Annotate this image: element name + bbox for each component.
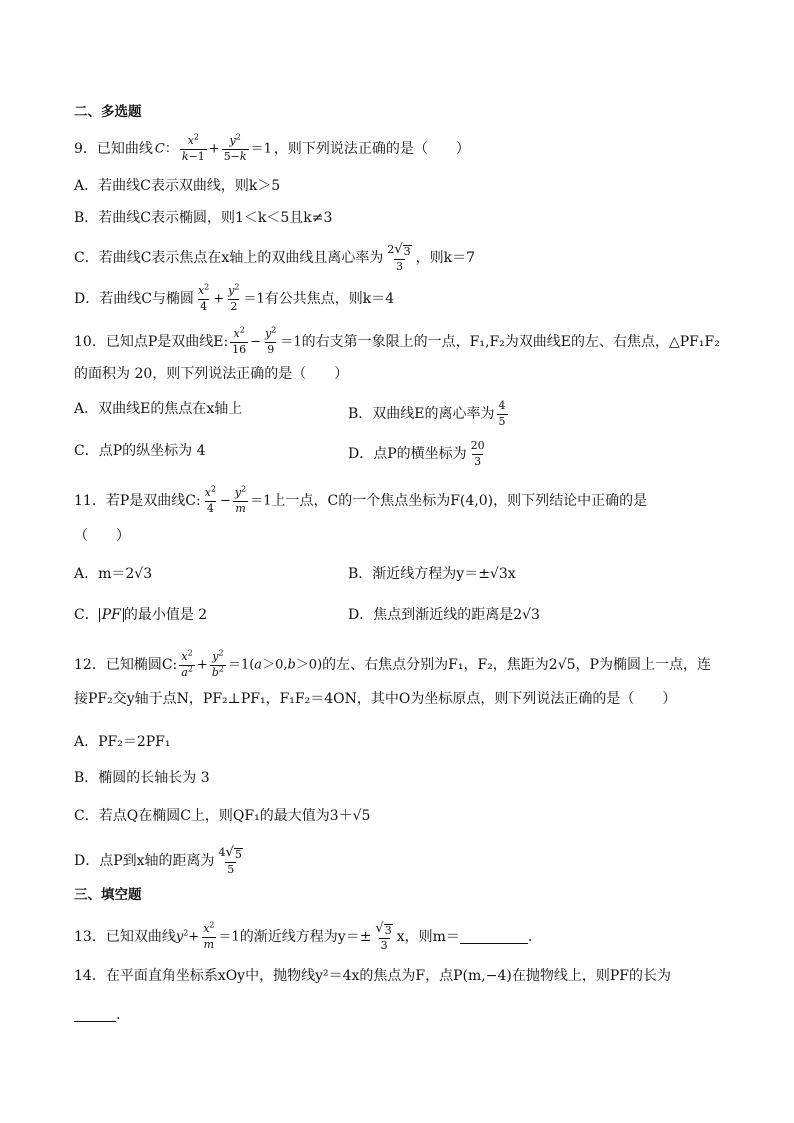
q9-option-c bbox=[74, 243, 475, 274]
q14-stem: 14．在平面直角坐标系xOy中，抛物线y²＝4x的焦点为F，点P(m,−4)在抛物线上，则PF的长为 bbox=[74, 968, 671, 984]
q14-answer-blank[interactable] bbox=[74, 1009, 116, 1022]
q9-stem-post: ，则下列说法正确的是（ ） bbox=[273, 141, 470, 158]
q9-stem-pre: 9．已知曲线 bbox=[74, 141, 153, 158]
q12-stem bbox=[74, 648, 711, 679]
q13-stem-post: x，则m＝ bbox=[396, 929, 460, 946]
q13-stem bbox=[74, 922, 532, 953]
q10-option-d-pre: D．点P的横坐标为 bbox=[348, 446, 467, 463]
q9-stem bbox=[74, 132, 470, 163]
q9-option-d-post: 有公共焦点，则k＝4 bbox=[264, 291, 395, 308]
q10-option-a: A．双曲线E的焦点在x轴上 bbox=[74, 401, 243, 417]
q10-option-b-fraction: $\frac{4}{5}$ bbox=[498, 399, 506, 428]
q11-stem-pre: 11．若P是双曲线C: bbox=[74, 493, 201, 510]
q14-end: . bbox=[116, 1007, 121, 1023]
q12-option-c: C．若点Q在椭圆C上，则QF₁的最大值为3＋√5 bbox=[74, 808, 371, 824]
q11-option-c-label: C． bbox=[74, 607, 99, 623]
q12-option-b: B．椭圆的长轴长为 3 bbox=[74, 770, 210, 786]
q12-option-d-pre: D．点P到x轴的距离为 bbox=[74, 853, 215, 870]
section-title-fill-blank: 三、填空题 bbox=[74, 887, 142, 903]
q9-option-c-pre: C．若曲线C表示焦点在x轴上的双曲线且离心率为 bbox=[74, 250, 384, 267]
q10-stem-mid: 的右支第一象限上的一点，F₁,F₂为双曲线E的左、右焦点，△PF₁F₂ bbox=[301, 334, 720, 351]
q10-stem bbox=[74, 325, 720, 356]
q12-stem-pre: 12．已知椭圆C: bbox=[74, 657, 178, 674]
q12-option-d bbox=[74, 846, 247, 877]
q9-option-b: B．若曲线C表示椭圆，则1＜k＜5且k≠3 bbox=[74, 210, 333, 226]
q11-option-b: B．渐近线方程为y＝±√3x bbox=[348, 566, 516, 582]
q10-option-b bbox=[348, 400, 510, 428]
q12-formula: $\frac{x^2}{a^2}$ + $\frac{y^2}{b^2}$ ＝1(a＞0,b＞0) bbox=[181, 648, 323, 679]
section-title-multiple-choice: 二、多选题 bbox=[74, 104, 142, 120]
q12-option-d-fraction: 4 √ 5 5 bbox=[218, 845, 242, 876]
q11-formula: $\frac{x^2}{4}$ − $\frac{y^2}{m}$ ＝1 bbox=[204, 484, 272, 515]
q12-stem-line2: 接PF₂交y轴于点N，PF₂⊥PF₁，F₁F₂＝4ON，其中O为坐标原点，则下列说法正确的是（ ） bbox=[74, 691, 677, 707]
q13-stem-pre: 13．已知双曲线 bbox=[74, 929, 176, 946]
q9-option-c-post: ，则k＝7 bbox=[415, 250, 476, 267]
q10-option-d-fraction: $\frac{20}{3}$ bbox=[470, 439, 485, 468]
q9-option-d-pre: D．若曲线C与椭圆 bbox=[74, 291, 194, 308]
q13-stem-mid: 的渐近线方程为y＝± bbox=[239, 929, 372, 946]
q11-option-d: D．焦点到渐近线的距离是2√3 bbox=[348, 607, 540, 623]
q9-option-c-fraction: 2 √ 3 3 bbox=[387, 242, 411, 273]
q9-formula: C： $\frac{x^2}{k-1}$ + $\frac{y^2}{5-k}$ ＝1 bbox=[154, 132, 272, 163]
q12-stem-post: 的左、右焦点分别为F₁，F₂，焦距为2√5，P为椭圆上一点，连 bbox=[322, 657, 711, 674]
q12-option-a: A．PF₂＝2PF₁ bbox=[74, 734, 171, 750]
q11-stem-line2: （ ） bbox=[74, 528, 130, 544]
q11-option-c-post: 的最小值是 2 bbox=[123, 607, 208, 623]
q9-option-d-formula: $\frac{x^2}{4}$ + $\frac{y^2}{2}$ ＝1 bbox=[197, 282, 265, 313]
q9-option-a: A．若曲线C表示双曲线，则k＞5 bbox=[74, 178, 281, 194]
q10-option-c: C．点P的纵坐标为 4 bbox=[74, 443, 206, 459]
q11-option-c-abs: PF bbox=[99, 608, 124, 622]
q10-formula: $\frac{x^2}{16}$ − $\frac{y^2}{9}$ ＝1 bbox=[232, 325, 302, 356]
q13-formula: $y^2+$ $\frac{x^2}{m}$ ＝1 bbox=[175, 920, 240, 951]
q13-fraction: √ 3 3 bbox=[375, 921, 392, 952]
q14-answer-line bbox=[74, 1008, 120, 1022]
q11-option-a: A．m＝2√3 bbox=[74, 566, 153, 582]
q10-stem-line2: 的面积为 20，则下列说法正确的是（ ） bbox=[74, 366, 349, 382]
q10-option-b-pre: B．双曲线E的离心率为 bbox=[348, 406, 495, 423]
q13-answer-blank[interactable] bbox=[460, 931, 528, 944]
q13-end: . bbox=[527, 929, 533, 946]
q9-option-d bbox=[74, 282, 395, 313]
q11-stem-post: 上一点，C的一个焦点坐标为F(4,0)，则下列结论中正确的是 bbox=[271, 493, 648, 510]
q10-stem-pre: 10．已知点P是双曲线E: bbox=[74, 334, 229, 351]
q11-stem bbox=[74, 484, 648, 515]
q11-option-c bbox=[74, 608, 207, 622]
q10-option-d bbox=[348, 440, 489, 468]
